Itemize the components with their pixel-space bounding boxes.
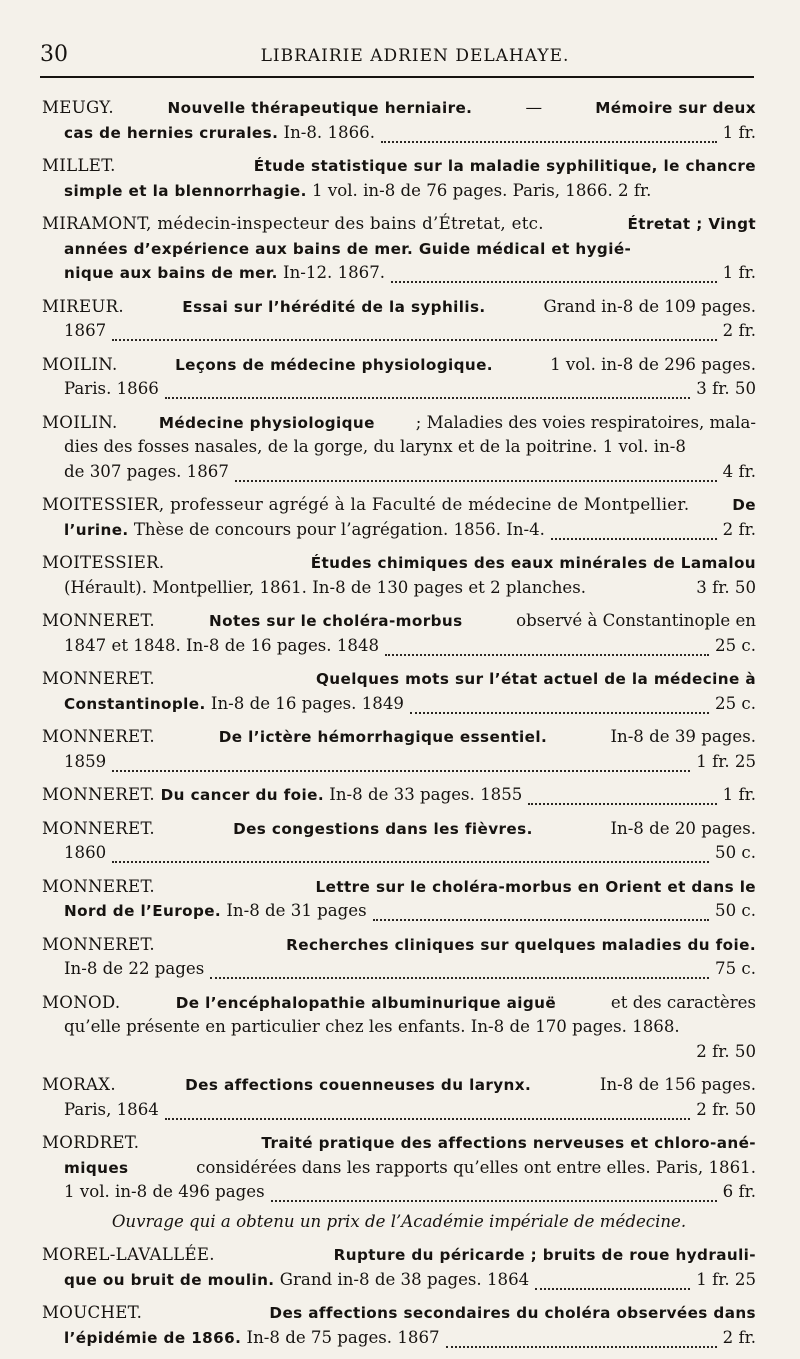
dot-leader	[535, 1274, 690, 1290]
entry-title: que ou bruit de moulin.	[64, 1270, 275, 1289]
catalog-entry	[42, 295, 756, 344]
entry-details: dies des fosses nasales, de la gorge, du larynx et de la poitrine. 1 vol. in-8	[64, 437, 686, 456]
catalog-entry	[42, 411, 756, 485]
entry-details: qu’elle présente en particulier chez les enfants. In-8 de 170 pages. 1868.	[64, 1017, 680, 1036]
dot-leader	[112, 325, 716, 341]
entry-author: MEUGY.	[42, 98, 114, 117]
entry-line	[42, 1180, 756, 1205]
entry-title: Du cancer du foie.	[154, 786, 324, 804]
entry-author: MOITESSIER, professeur agrégé à la Faculté de médecine de Montpellier.	[42, 495, 695, 514]
entry-details: 1847 et 1848. In-8 de 16 pages. 1848	[64, 635, 380, 655]
entry-title: Nouvelle thérapeutique herniaire.	[161, 99, 473, 117]
entry-details: In-8 de 31 pages	[221, 901, 367, 920]
entry-line	[42, 667, 756, 692]
catalog-entry	[42, 212, 756, 286]
entry-title: Constantinople.	[64, 694, 206, 713]
entry-price: 25 c.	[715, 635, 756, 655]
entry-price: 6 fr.	[722, 1182, 756, 1201]
entry-line	[42, 353, 756, 378]
dot-leader	[551, 524, 717, 540]
entry-price: 2 fr.	[722, 321, 756, 340]
entry-details: Grand in-8 de 38 pages. 1864	[274, 1269, 530, 1289]
entry-title: Des affections secondaires du choléra observées dans	[263, 1304, 756, 1322]
entry-price: 25 c.	[715, 693, 756, 713]
catalog-entry	[42, 1243, 756, 1292]
entry-details: Thèse de concours pour l’agrégation. 1856. In-4.	[128, 519, 545, 539]
catalog-entry	[42, 783, 756, 808]
entry-line	[42, 725, 756, 750]
entry-author: MOITESSIER.	[42, 553, 165, 572]
entry-note: Ouvrage qui a obtenu un prix de l’Académie impériale de médecine.	[111, 1211, 687, 1231]
entry-line	[42, 957, 756, 982]
dot-leader	[528, 789, 716, 805]
entry-title: années d’expérience aux bains de mer. Guide médical et hygié-	[64, 239, 632, 258]
entry-details: Paris, 1864	[64, 1099, 159, 1119]
entry-price: 1 fr. 25	[696, 1269, 756, 1289]
entry-price: 1 fr.	[722, 263, 756, 282]
header-rule	[40, 76, 754, 78]
entry-title: l’urine.	[64, 520, 129, 539]
dot-leader	[235, 466, 717, 482]
entry-line	[42, 1040, 756, 1065]
dot-leader	[210, 963, 709, 979]
entry-author: MONNERET.	[42, 818, 155, 838]
entry-title: Quelques mots sur l’état actuel de la médecine à	[310, 670, 756, 688]
running-head	[40, 40, 770, 74]
entry-line	[42, 1243, 756, 1268]
entry-line	[42, 841, 756, 866]
dot-leader	[410, 698, 709, 714]
entry-details: In-8 de 20 pages.	[605, 818, 756, 838]
entry-author: MOILIN.	[42, 354, 118, 374]
entry-details: 1 vol. in-8 de 496 pages	[64, 1182, 265, 1201]
entry-details: 1860	[64, 843, 107, 862]
entry-line	[42, 212, 756, 237]
entry-line	[42, 551, 756, 576]
entry-title: Essai sur l’hérédité de la syphilis.	[176, 297, 486, 316]
entry-details: In-8 de 156 pages.	[594, 1075, 756, 1094]
entry-title: simple et la blennorrhagie.	[64, 181, 307, 200]
entry-title: Médecine physiologique	[153, 413, 375, 432]
entry-author: MOILIN.	[42, 412, 118, 432]
entry-line	[42, 1073, 756, 1098]
dot-leader	[373, 905, 709, 921]
entry-title: l’épidémie de 1866.	[64, 1328, 242, 1347]
entry-line	[42, 609, 756, 634]
entry-details: In-8 de 33 pages. 1855	[324, 785, 523, 804]
entry-title: Mémoire sur deux	[595, 99, 756, 117]
entry-line	[42, 237, 756, 262]
entry-details: 3 fr. 50	[696, 577, 756, 597]
catalog-entry	[42, 667, 756, 716]
entry-line	[42, 377, 756, 402]
entry-details: In-8 de 75 pages. 1867	[241, 1327, 440, 1347]
catalog-entry	[42, 725, 756, 774]
entry-price: 75 c.	[715, 959, 756, 978]
entry-details: de 307 pages. 1867	[64, 461, 229, 481]
running-title: LIBRAIRIE ADRIEN DELAHAYE.	[260, 46, 570, 66]
entry-line	[42, 435, 756, 460]
entry-line	[42, 518, 756, 543]
entry-line	[42, 493, 756, 518]
entry-price: 50 c.	[715, 843, 756, 862]
catalog-entry	[42, 609, 756, 658]
entry-author: MONNERET.	[42, 611, 155, 630]
catalog-entries	[42, 96, 756, 1359]
entry-price: 50 c.	[715, 901, 756, 920]
entry-title: Étretat ; Vingt	[627, 215, 756, 233]
catalog-entry	[42, 154, 756, 203]
entry-details: Paris. 1866	[64, 379, 159, 398]
entry-price: 4 fr.	[722, 461, 756, 481]
entry-title: cas de hernies crurales.	[64, 123, 279, 142]
entry-details: Grand in-8 de 109 pages.	[538, 296, 756, 316]
entry-author: MORDRET.	[42, 1133, 140, 1152]
entry-title: Recherches cliniques sur quelques maladies du foie.	[280, 935, 756, 954]
entry-author: MOUCHET.	[42, 1303, 143, 1322]
entry-author: MILLET.	[42, 156, 116, 175]
entry-line	[42, 179, 756, 204]
entry-author: MORAX.	[42, 1075, 116, 1094]
entry-details: observé à Constantinople en	[510, 611, 756, 630]
entry-line	[42, 261, 756, 286]
catalog-entry	[42, 1131, 756, 1205]
entry-line	[42, 991, 756, 1016]
entry-line	[42, 411, 756, 436]
entry-author: MIREUR.	[42, 296, 125, 316]
entry-title: miques	[64, 1158, 129, 1177]
entry-line	[42, 899, 756, 924]
entry-title: Leçons de médecine physiologique.	[169, 355, 493, 374]
dot-leader	[385, 640, 709, 656]
dot-leader	[381, 127, 717, 143]
entry-price: 1 fr.	[722, 785, 756, 804]
catalog-entry	[42, 353, 756, 402]
catalog-entry	[42, 933, 756, 982]
entry-details: 1867	[64, 321, 107, 340]
entry-details: 2 fr. 50	[696, 1041, 756, 1061]
entry-author: MONNERET.	[42, 669, 155, 688]
entry-price: 1 fr. 25	[696, 751, 756, 771]
entry-author: MONOD.	[42, 992, 121, 1012]
entry-line	[42, 154, 756, 179]
entry-details: In-8 de 22 pages	[64, 959, 205, 978]
entry-line	[42, 634, 756, 659]
entry-line	[42, 295, 756, 320]
dot-leader	[112, 756, 690, 772]
entry-author: MOREL-LAVALLÉE.	[42, 1245, 215, 1264]
entry-line	[42, 692, 756, 717]
entry-title: Des congestions dans les fièvres.	[227, 819, 533, 838]
entry-details: In-12. 1867.	[277, 263, 386, 282]
entry-title: Notes sur le choléra-morbus	[203, 612, 463, 630]
entry-details: ; Maladies des voies respiratoires, mala-	[410, 412, 756, 432]
entry-line	[42, 933, 756, 958]
dot-leader	[165, 1104, 690, 1120]
dot-leader	[165, 383, 690, 399]
entry-title: De	[732, 496, 756, 514]
entry-author: MONNERET.	[42, 785, 155, 804]
entry-price: 2 fr.	[722, 1327, 756, 1347]
entry-line	[42, 576, 756, 601]
entry-title: Traité pratique des affections nerveuses et chloro-ané-	[255, 1134, 756, 1152]
entry-details: In-8 de 39 pages.	[605, 727, 756, 746]
entry-line	[42, 1301, 756, 1326]
entry-details: considérées dans les rapports qu’elles ont entre elles. Paris, 1861.	[190, 1157, 756, 1177]
entry-line	[42, 1326, 756, 1351]
entry-title: De l’ictère hémorrhagique essentiel.	[213, 728, 548, 746]
entry-line	[42, 1268, 756, 1293]
entry-details: 1859	[64, 751, 107, 771]
entry-price: 2 fr. 50	[696, 1099, 756, 1119]
catalog-entry	[42, 991, 756, 1065]
catalog-entry	[42, 1073, 756, 1122]
entry-price: 3 fr. 50	[696, 379, 756, 398]
entry-details: —	[520, 98, 548, 117]
entry-author: MONNERET.	[42, 876, 155, 896]
dot-leader	[391, 267, 717, 283]
entry-details: 1 vol. in-8 de 76 pages. Paris, 1866. 2 fr.	[306, 180, 652, 200]
entry-line	[42, 96, 756, 121]
entry-line	[42, 817, 756, 842]
entry-line	[42, 121, 756, 146]
entry-line	[42, 1131, 756, 1156]
entry-details: et des caractères	[605, 992, 756, 1012]
entry-line	[42, 783, 756, 808]
entry-line	[42, 1015, 756, 1040]
entry-line	[42, 1156, 756, 1181]
entry-title: Étude statistique sur la maladie syphilitique, le chancre	[248, 157, 756, 175]
catalog-entry	[42, 493, 756, 542]
entry-title: Nord de l’Europe.	[64, 902, 222, 920]
entry-line	[42, 460, 756, 485]
entry-details: (Hérault). Montpellier, 1861. In-8 de 130 pages et 2 planches.	[64, 577, 587, 597]
entry-details: 1 vol. in-8 de 296 pages.	[544, 354, 756, 374]
entry-title: De l’encéphalopathie albuminurique aiguë	[170, 993, 557, 1012]
catalog-entry	[42, 96, 756, 145]
entry-author: MIRAMONT, médecin-inspecteur des bains d’Étretat, etc.	[42, 214, 550, 233]
entry-details: In-8 de 16 pages. 1849	[205, 693, 404, 713]
catalog-entry	[42, 875, 756, 924]
entry-title: Des affections couenneuses du larynx.	[179, 1076, 532, 1094]
entry-details: In-8. 1866.	[278, 122, 375, 142]
catalog-entry	[42, 817, 756, 866]
entry-line	[42, 750, 756, 775]
entry-author: MONNERET.	[42, 727, 155, 746]
entry-line	[42, 1098, 756, 1123]
dot-leader	[271, 1186, 717, 1202]
entry-title: nique aux bains de mer.	[64, 264, 278, 282]
dot-leader	[112, 847, 709, 863]
entry-line	[42, 875, 756, 900]
catalog-entry	[42, 551, 756, 600]
dot-leader	[446, 1332, 717, 1348]
entry-price: 1 fr.	[722, 122, 756, 142]
entry-author: MONNERET.	[42, 934, 155, 954]
entry-title: Lettre sur le choléra-morbus en Orient et dans le	[309, 877, 756, 896]
page-number: 30	[40, 42, 68, 67]
entry-price: 2 fr.	[722, 519, 756, 539]
entry-line	[42, 319, 756, 344]
entry-title: Études chimiques des eaux minérales de Lamalou	[305, 554, 756, 572]
entry-title: Rupture du péricarde ; bruits de roue hydrauli-	[327, 1246, 756, 1264]
